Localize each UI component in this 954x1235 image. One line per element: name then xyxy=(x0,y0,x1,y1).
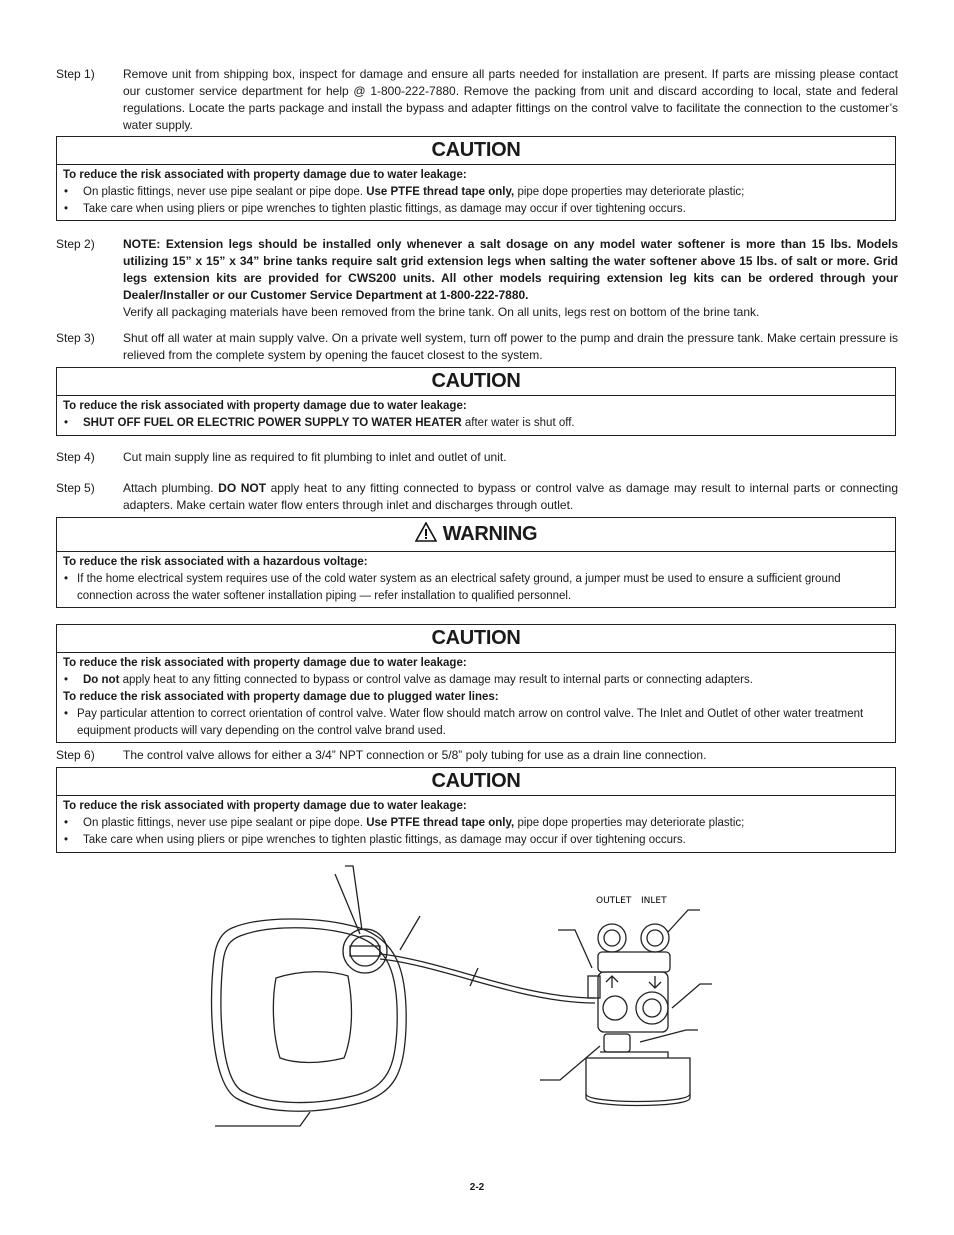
caution-bullet: • Do not apply heat to any fitting connected to bypass or control valve as damage may result to internal parts or connecting adapters. xyxy=(63,672,889,689)
caution-box-2 xyxy=(56,367,896,436)
caution-subhead: To reduce the risk associated with property damage due to water leakage: xyxy=(63,400,467,412)
step-text: The control valve allows for either a 3/4” NPT connection or 5/8” poly tubing for use as a drain line connection. xyxy=(123,748,707,762)
caution-title: CAUTION xyxy=(57,768,895,796)
caution-bullet: • On plastic fittings, never use pipe sealant or pipe dope. Use PTFE thread tape only, pipe dope properties may deteriorate plastic; xyxy=(63,184,889,201)
step-1 xyxy=(56,66,898,134)
caution-box-4 xyxy=(56,767,896,853)
caution-bullet: • Take care when using pliers or pipe wrenches to tighten plastic fittings, as damage may occur if over tightening occurs. xyxy=(63,832,889,849)
step-text: Shut off all water at main supply valve. On a private well system, turn off power to the pump and drain the pressure tank. Make certain pressure is relieved from the complete system by opening the faucet closest to the system. xyxy=(123,331,898,362)
step-text: Remove unit from shipping box, inspect for damage and ensure all parts needed for installation are present. If parts are missing please contact our customer service department for help @ 1-800-222-7880. Remove the packing from unit and discard according to local, state and federal regulations. Locate the parts package and install the bypass and adapter fittings on the control valve to facilitate the connection to the customer’s water supply. xyxy=(123,67,898,132)
warning-bullet: • If the home electrical system requires use of the cold water system as an electrical safety ground, a jumper must be used to ensure a sufficient ground connection across the water softener installation piping — refer installation to qualified personnel. xyxy=(63,571,889,605)
step-label: Step 6) xyxy=(56,748,95,762)
step-text: Attach plumbing. DO NOT apply heat to any fitting connected to bypass or control valve as damage may result to internal parts or connecting adapters. Make certain water flow enters through inlet and discharges through outlet. xyxy=(123,481,899,512)
caution-bullet: • Take care when using pliers or pipe wrenches to tighten plastic fittings, as damage may occur if over tightening occurs. xyxy=(63,201,889,218)
caution-box-3 xyxy=(56,624,896,743)
caution-box-1 xyxy=(56,136,896,221)
caution-subhead: To reduce the risk associated with property damage due to water leakage: xyxy=(63,800,467,812)
caution-title: CAUTION xyxy=(57,625,895,653)
step-label: Step 2) xyxy=(56,237,95,251)
step-5 xyxy=(56,480,898,514)
warning-triangle-icon xyxy=(415,522,437,542)
step-note: NOTE: Extension legs should be installed only whenever a salt dosage on any model water softener is more than 15 lbs. Models utilizing 15” x 15” x 34” brine tanks require salt grid extension legs when salting the water softener above 15 lbs. of salt or more. Grid legs extension kits are provided for CWS200 units. All other models requiring extension leg kits can be ordered through your Dealer/Installer or our Customer Service Department at 1-800-222-7880. xyxy=(123,237,898,302)
step-text: Cut main supply line as required to fit plumbing to inlet and outlet of unit. xyxy=(123,450,507,464)
brine-tank-drawing xyxy=(212,866,595,1126)
step-2 xyxy=(56,236,898,321)
caution-subhead: To reduce the risk associated with property damage due to water leakage: xyxy=(63,657,467,669)
step-6 xyxy=(56,747,898,764)
step-label: Step 1) xyxy=(56,67,95,81)
step-label: Step 5) xyxy=(56,481,95,495)
caution-subhead: To reduce the risk associated with property damage due to water leakage: xyxy=(63,169,467,181)
caution-title: CAUTION xyxy=(57,137,895,165)
caution-subhead: To reduce the risk associated with property damage due to plugged water lines: xyxy=(63,691,499,703)
step-label: Step 3) xyxy=(56,331,95,345)
warning-title: WARNING xyxy=(442,523,538,545)
step-label: Step 4) xyxy=(56,450,95,464)
page-number: 2-2 xyxy=(469,1182,485,1193)
caution-bullet: • SHUT OFF FUEL OR ELECTRIC POWER SUPPLY TO WATER HEATER after water is shut off. xyxy=(63,415,889,432)
step-3 xyxy=(56,330,898,364)
step-4 xyxy=(56,449,898,466)
control-valve-drawing xyxy=(540,910,712,1106)
outlet-label: OUTLET xyxy=(596,896,632,906)
inlet-label: INLET xyxy=(641,896,667,906)
caution-bullet: • On plastic fittings, never use pipe sealant or pipe dope. Use PTFE thread tape only, pipe dope properties may deteriorate plastic; xyxy=(63,815,889,832)
step-text: Verify all packaging materials have been removed from the brine tank. On all units, legs rest on bottom of the brine tank. xyxy=(123,305,760,319)
installation-diagram xyxy=(0,858,954,1158)
warning-box xyxy=(56,517,896,608)
warning-subhead: To reduce the risk associated with a hazardous voltage: xyxy=(63,556,368,568)
caution-bullet: • Pay particular attention to correct orientation of control valve. Water flow should match arrow on control valve. The Inlet and Outlet of other water treatment equipment products will vary depending on the control valve brand used. xyxy=(63,706,889,740)
caution-title: CAUTION xyxy=(57,368,895,396)
